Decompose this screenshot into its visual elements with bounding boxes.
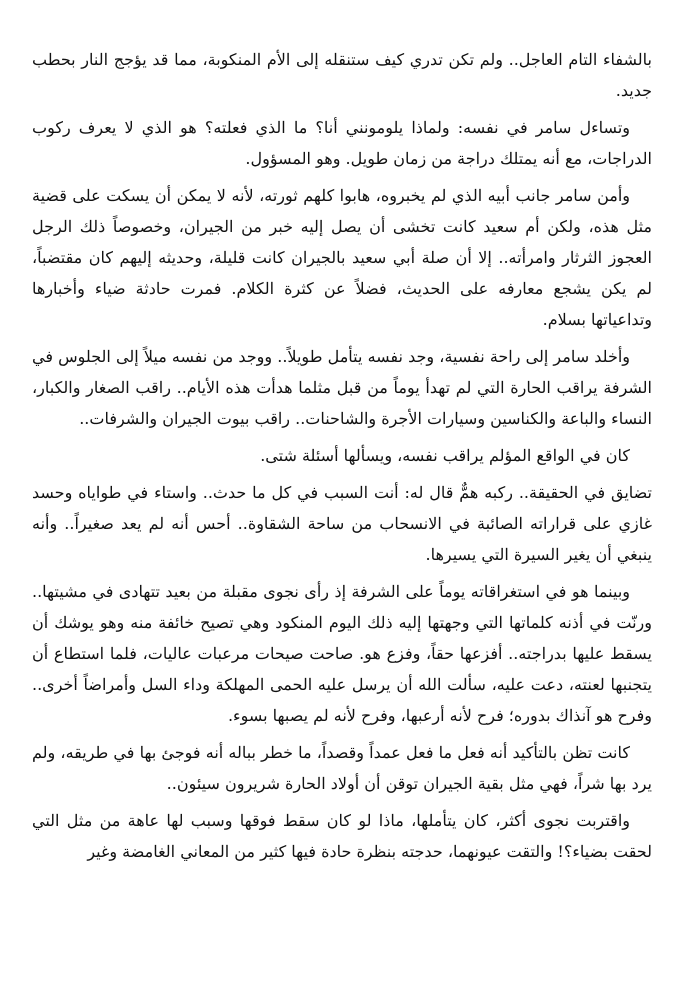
paragraph-7: وبينما هو في استغراقاته يوماً على الشرفة إذ رأى نجوى مقبلة من بعيد تتهادى في مشيتها.. ورنّت في أذنه كلماتها التي وجهتها إليه ذلك اليوم المنكود وهي تصيح خائفة منه وهو يوشك أن يسقط عليها بدراجته.. أفزعها حقاً، وفزع هو. صاحت صيحات مرعبات عاليات، فلما استطاع أن يتجنبها لعنته، دعت عليه، سألت الله أن يرسل عليه الحمى المهلكة وداء السل وأمراضاً أخرى.. وفرح هو آنذاك بدوره؛ فرح لأنه أرعبها، وفرح لأنه لم يصبها بسوء.	[32, 582, 652, 725]
paragraph-6: تضايق في الحقيقة.. ركبه همٌّ قال له: أنت السبب في كل ما حدث.. واستاء في طواياه وحسد غازي على قراراته الصائبة في الانسحاب من ساحة الشقاوة.. أحس أنه لم يعد صغيراً.. وأنه ينبغي أن يغير السيرة التي يسيرها.	[32, 483, 652, 564]
paragraph-1: بالشفاء التام العاجل.. ولم تكن تدري كيف ستنقله إلى الأم المنكوبة، مما قد يؤجج النار بحطب جديد.	[32, 50, 652, 100]
paragraph-2: وتساءل سامر في نفسه: ولماذا يلومونني أنا؟ ما الذي فعلته؟ هو الذي لا يعرف ركوب الدراجات، مع أنه يمتلك دراجة من زمان طويل. وهو المسؤول.	[32, 118, 652, 168]
paragraph-3: وأمن سامر جانب أبيه الذي لم يخبروه، هابوا كلهم ثورته، لأنه لا يمكن أن يسكت على قضية مثل هذه، ولكن أم سعيد كانت تخشى أن يصل إليه خبر من الجيران، وخصوصاً ذلك الرجل العجوز الثرثار وامرأته.. إلا أن صلة أبي سعيد بالجيران كانت قليلة، وحديثه إليهم كان مقتضباً، لم يكن يشجع معارفه على الحديث، فضلاً عن كثرة الكلام. فمرت حادثة ضياء وأخبارها وتداعياتها بسلام.	[32, 186, 652, 329]
document-page	[32, 44, 652, 873]
paragraph-8: كانت تظن بالتأكيد أنه فعل ما فعل عمداً وقصداً، ما خطر بباله أنه فوجئ بها في طريقه، ولم يرد بها شراً، فهي مثل بقية الجيران توقن أن أولاد الحارة شريرون سيئون..	[32, 743, 652, 793]
paragraph-5: كان في الواقع المؤلم يراقب نفسه، ويسألها أسئلة شتى.	[260, 446, 630, 465]
paragraph-9: واقتربت نجوى أكثر، كان يتأملها، ماذا لو كان سقط فوقها وسبب لها عاهة من مثل التي لحقت بضياء؟! والتقت عيونهما، حدجته بنظرة حادة فيها كثير من المعاني الغامضة وغير	[32, 811, 652, 861]
paragraph-4: وأخلد سامر إلى راحة نفسية، وجد نفسه يتأمل طويلاً.. ووجد من نفسه ميلاً إلى الجلوس في الشرفة يراقب الحارة التي لم تهدأ يوماً من قبل مثلما هدأت هذه الأيام.. راقب الصغار والكبار، النساء والباعة والكناسين وسيارات الأجرة والشاحنات.. راقب بيوت الجيران والشرفات..	[32, 347, 652, 428]
